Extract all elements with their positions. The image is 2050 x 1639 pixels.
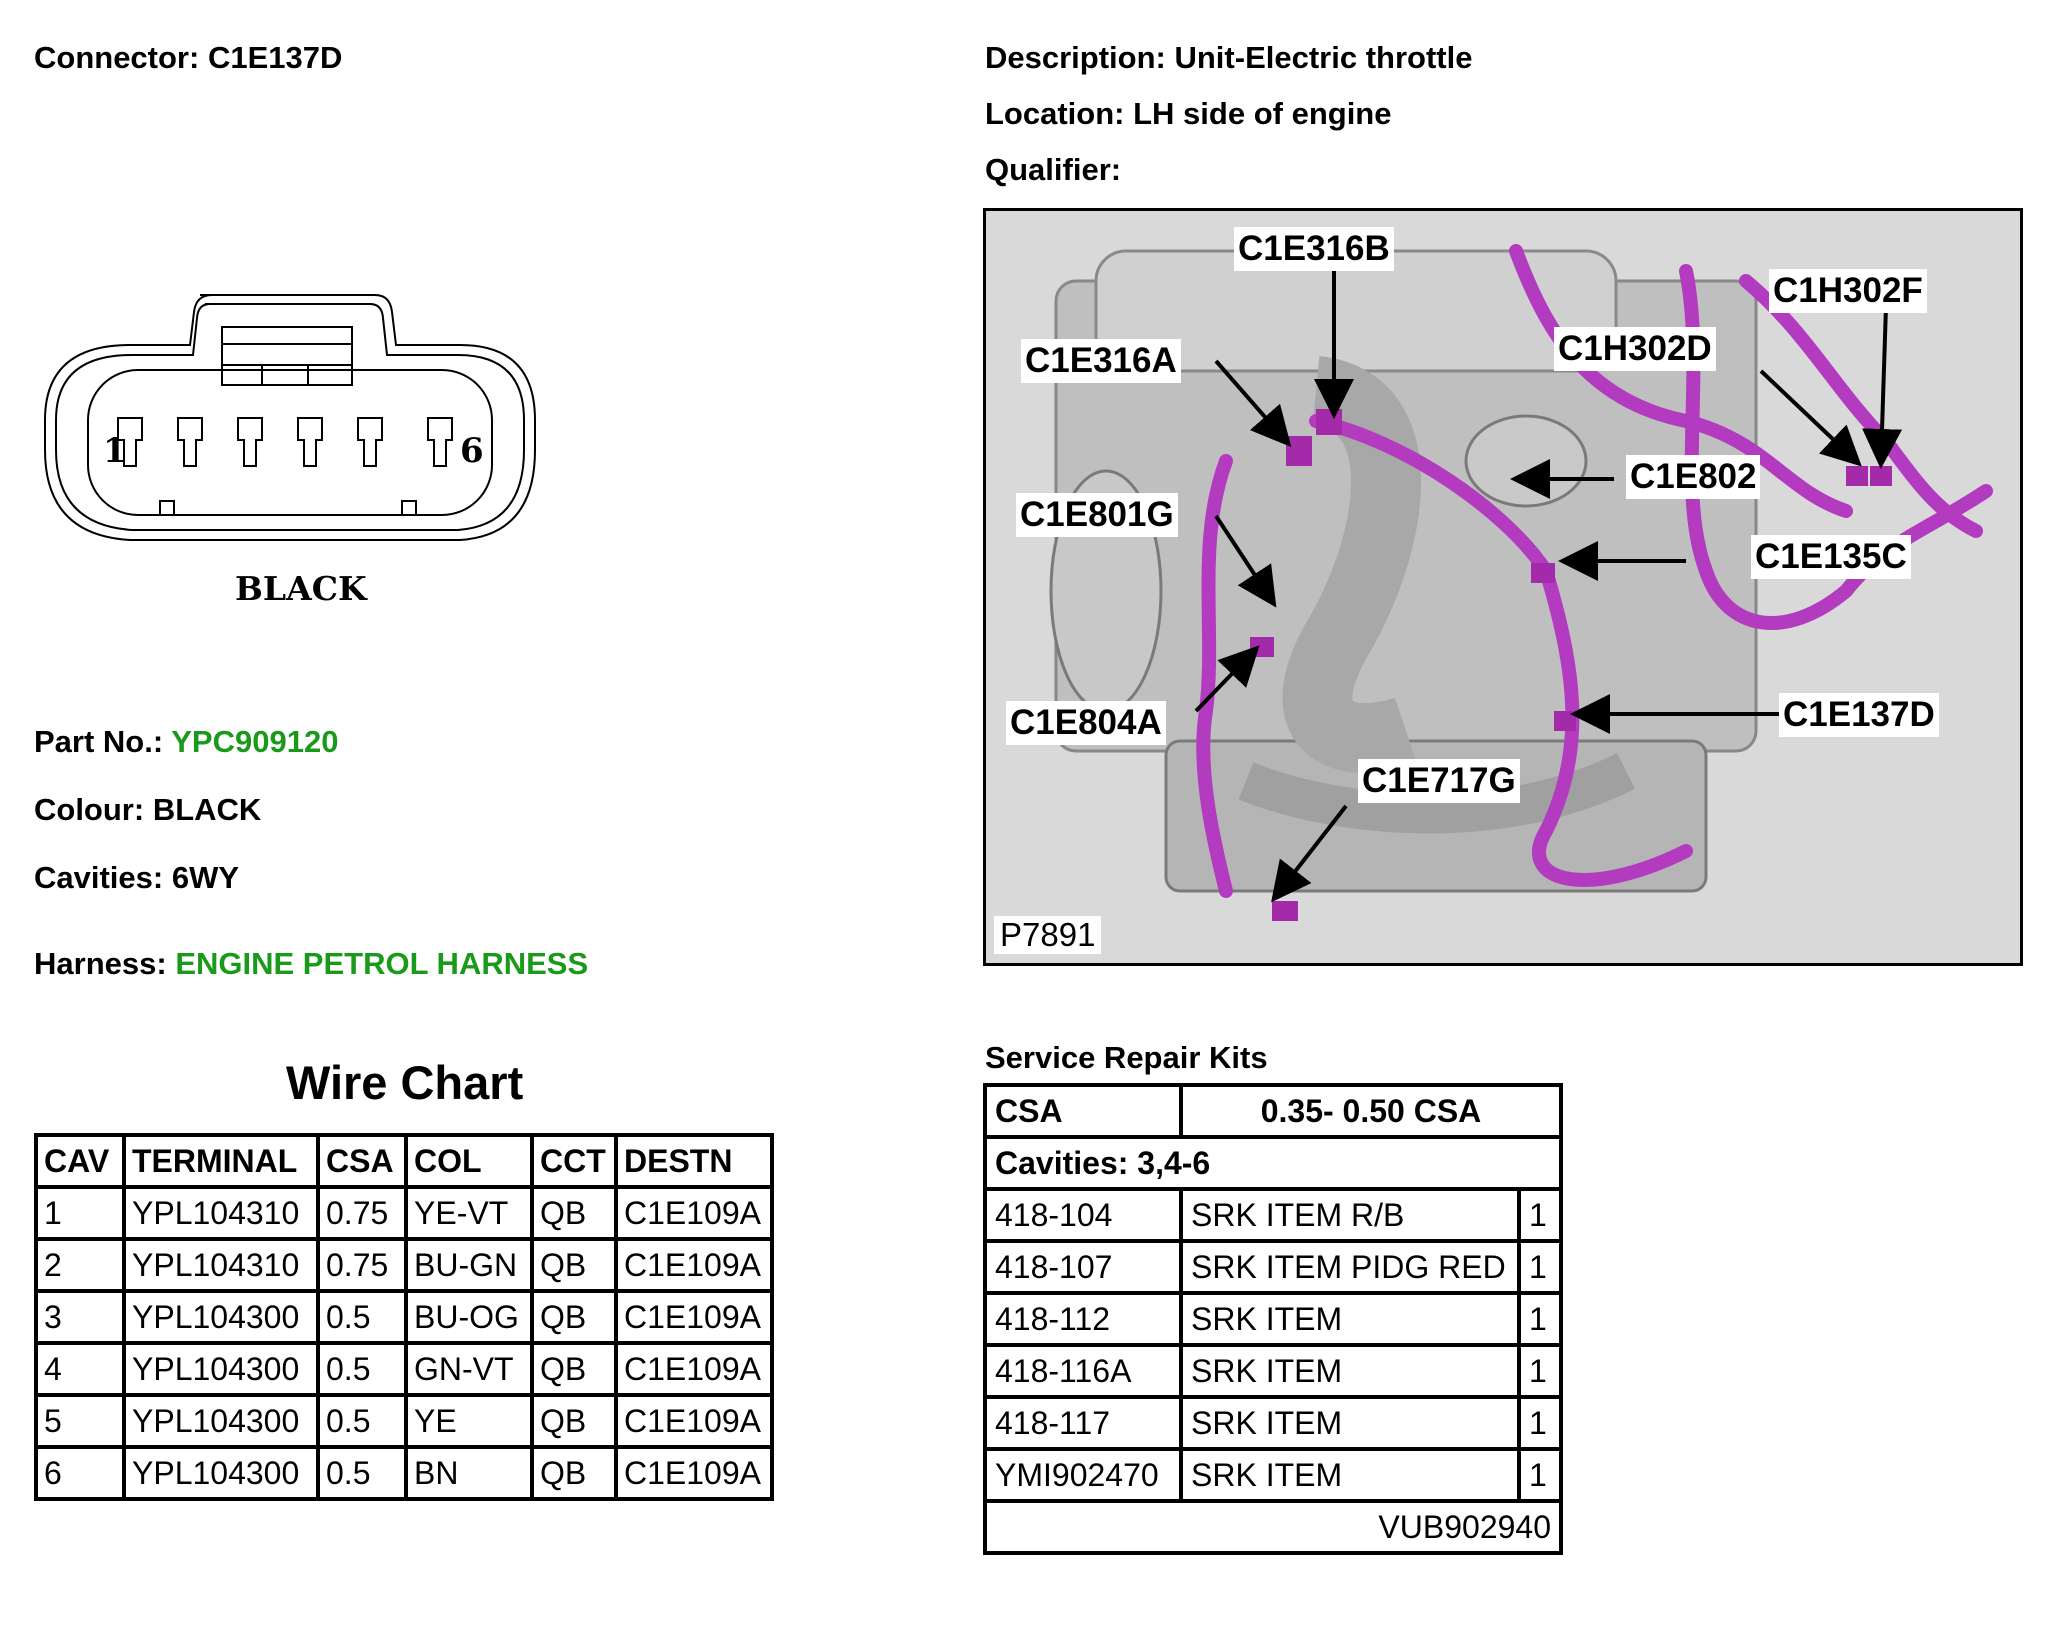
kit-part-no[interactable]: 418-116A bbox=[985, 1345, 1181, 1397]
table-cell: YE-VT bbox=[406, 1187, 532, 1239]
callout-c1e137d: C1E137D bbox=[1779, 693, 1939, 737]
pin-1-number: 1 bbox=[103, 431, 127, 471]
table-cell: C1E109A bbox=[616, 1395, 772, 1447]
kit-quantity: 1 bbox=[1519, 1189, 1561, 1241]
col-destn-header: DESTN bbox=[616, 1135, 772, 1187]
pin-2 bbox=[178, 418, 202, 466]
table-row bbox=[36, 1239, 772, 1291]
callout-c1e135c: C1E135C bbox=[1751, 535, 1911, 579]
list-item bbox=[985, 1397, 1561, 1449]
wire-chart-title: Wire Chart bbox=[286, 1056, 524, 1109]
col-csa-header: CSA bbox=[318, 1135, 406, 1187]
kit-description: SRK ITEM bbox=[1181, 1397, 1519, 1449]
part-no-link[interactable]: YPC909120 bbox=[171, 724, 339, 759]
col-cav-header: CAV bbox=[36, 1135, 124, 1187]
table-cell: YPL104310 bbox=[124, 1187, 318, 1239]
kits-footer-row bbox=[985, 1501, 1561, 1553]
engine-illustration bbox=[986, 211, 2020, 963]
kit-quantity: 1 bbox=[1519, 1449, 1561, 1501]
kits-csa-value: 0.35- 0.50 CSA bbox=[1181, 1085, 1561, 1137]
col-terminal-header: TERMINAL bbox=[124, 1135, 318, 1187]
kit-part-no[interactable]: YMI902470 bbox=[985, 1449, 1181, 1501]
table-row bbox=[36, 1187, 772, 1239]
qualifier-label: Qualifier: bbox=[985, 152, 1122, 187]
table-cell: C1E109A bbox=[616, 1187, 772, 1239]
table-cell: QB bbox=[532, 1395, 616, 1447]
kits-csa-row bbox=[985, 1085, 1561, 1137]
callout-c1e316a: C1E316A bbox=[1021, 339, 1181, 383]
connector-colour-label: BLACK bbox=[235, 569, 367, 608]
kit-description: SRK ITEM bbox=[1181, 1449, 1519, 1501]
table-cell: 4 bbox=[36, 1343, 124, 1395]
table-cell: 0.75 bbox=[318, 1239, 406, 1291]
table-cell: QB bbox=[532, 1343, 616, 1395]
pin-3 bbox=[238, 418, 262, 466]
kit-quantity: 1 bbox=[1519, 1241, 1561, 1293]
table-cell: 1 bbox=[36, 1187, 124, 1239]
location-label: Location: bbox=[985, 96, 1125, 131]
cavities-value: 6WY bbox=[171, 860, 240, 895]
table-cell: GN-VT bbox=[406, 1343, 532, 1395]
connector-value: C1E137D bbox=[207, 40, 343, 75]
kit-quantity: 1 bbox=[1519, 1397, 1561, 1449]
table-cell: 3 bbox=[36, 1291, 124, 1343]
table-cell: YPL104300 bbox=[124, 1343, 318, 1395]
col-cct-header: CCT bbox=[532, 1135, 616, 1187]
list-item bbox=[985, 1449, 1561, 1501]
callout-c1h302d: C1H302D bbox=[1554, 327, 1716, 371]
pin-4 bbox=[298, 418, 322, 466]
table-cell: C1E109A bbox=[616, 1447, 772, 1499]
list-item bbox=[985, 1189, 1561, 1241]
location-value: LH side of engine bbox=[1133, 96, 1392, 131]
connector-body bbox=[88, 370, 492, 515]
kit-part-no[interactable]: 418-112 bbox=[985, 1293, 1181, 1345]
table-cell: YE bbox=[406, 1395, 532, 1447]
table-cell: C1E109A bbox=[616, 1291, 772, 1343]
table-row bbox=[36, 1395, 772, 1447]
table-cell: YPL104310 bbox=[124, 1239, 318, 1291]
kit-description: SRK ITEM bbox=[1181, 1293, 1519, 1345]
colour-label: Colour: bbox=[34, 792, 145, 827]
location-line bbox=[985, 96, 1391, 132]
list-item bbox=[985, 1241, 1561, 1293]
kit-description: SRK ITEM bbox=[1181, 1345, 1519, 1397]
table-row bbox=[36, 1291, 772, 1343]
table-cell: QB bbox=[532, 1291, 616, 1343]
qualifier-line bbox=[985, 152, 1121, 188]
connector-line bbox=[34, 40, 342, 76]
wire-chart-header-row bbox=[36, 1135, 772, 1187]
service-kits-title: Service Repair Kits bbox=[985, 1040, 1268, 1075]
pin-6-number: 6 bbox=[460, 431, 484, 471]
wire-chart-table bbox=[34, 1133, 774, 1501]
table-cell: YPL104300 bbox=[124, 1447, 318, 1499]
table-cell: 0.5 bbox=[318, 1291, 406, 1343]
kits-csa-label: CSA bbox=[985, 1085, 1181, 1137]
pin-5 bbox=[358, 418, 382, 466]
harness-link[interactable]: ENGINE PETROL HARNESS bbox=[175, 946, 589, 981]
table-cell: 5 bbox=[36, 1395, 124, 1447]
list-item bbox=[985, 1345, 1561, 1397]
table-cell: 2 bbox=[36, 1239, 124, 1291]
kit-description: SRK ITEM R/B bbox=[1181, 1189, 1519, 1241]
table-cell: 0.5 bbox=[318, 1447, 406, 1499]
kit-part-no[interactable]: 418-107 bbox=[985, 1241, 1181, 1293]
table-cell: BU-GN bbox=[406, 1239, 532, 1291]
connector-label: Connector: bbox=[34, 40, 200, 75]
connector-face-drawing bbox=[40, 290, 550, 620]
kits-cavities: Cavities: 3,4-6 bbox=[985, 1137, 1561, 1189]
table-cell: C1E109A bbox=[616, 1239, 772, 1291]
list-item bbox=[985, 1293, 1561, 1345]
cavities-label: Cavities: bbox=[34, 860, 164, 895]
kits-cavities-row bbox=[985, 1137, 1561, 1189]
cavities-line bbox=[34, 860, 239, 896]
colour-line bbox=[34, 792, 261, 828]
kits-footer: VUB902940 bbox=[985, 1501, 1561, 1553]
table-cell: 0.5 bbox=[318, 1395, 406, 1447]
table-cell: C1E109A bbox=[616, 1343, 772, 1395]
harness-label: Harness: bbox=[34, 946, 167, 981]
callout-c1e804a: C1E804A bbox=[1006, 701, 1166, 745]
table-cell: 0.5 bbox=[318, 1343, 406, 1395]
kit-description: SRK ITEM PIDG RED bbox=[1181, 1241, 1519, 1293]
description-value: Unit-Electric throttle bbox=[1174, 40, 1473, 75]
colour-value: BLACK bbox=[152, 792, 262, 827]
table-cell: YPL104300 bbox=[124, 1395, 318, 1447]
table-cell: 6 bbox=[36, 1447, 124, 1499]
service-kits-table bbox=[983, 1083, 1563, 1555]
harness-line bbox=[34, 946, 588, 982]
table-cell: QB bbox=[532, 1239, 616, 1291]
table-row bbox=[36, 1343, 772, 1395]
kit-quantity: 1 bbox=[1519, 1293, 1561, 1345]
pin-6 bbox=[428, 418, 452, 466]
table-row bbox=[36, 1447, 772, 1499]
callout-c1h302f: C1H302F bbox=[1769, 269, 1927, 313]
col-col-header: COL bbox=[406, 1135, 532, 1187]
image-ref: P7891 bbox=[994, 916, 1101, 954]
table-cell: QB bbox=[532, 1447, 616, 1499]
callout-c1e316b: C1E316B bbox=[1234, 227, 1394, 271]
part-no-line bbox=[34, 724, 338, 760]
kit-part-no[interactable]: 418-117 bbox=[985, 1397, 1181, 1449]
callout-c1e801g: C1E801G bbox=[1016, 493, 1178, 537]
description-label: Description: bbox=[985, 40, 1166, 75]
table-cell: 0.75 bbox=[318, 1187, 406, 1239]
callout-c1e802: C1E802 bbox=[1626, 455, 1760, 499]
part-no-label: Part No.: bbox=[34, 724, 164, 759]
table-cell: BN bbox=[406, 1447, 532, 1499]
connector-latch bbox=[222, 327, 352, 385]
callout-c1e717g: C1E717G bbox=[1358, 759, 1520, 803]
kit-part-no[interactable]: 418-104 bbox=[985, 1189, 1181, 1241]
kit-quantity: 1 bbox=[1519, 1345, 1561, 1397]
description-line bbox=[985, 40, 1472, 76]
engine-location-image bbox=[983, 208, 2023, 966]
table-cell: BU-OG bbox=[406, 1291, 532, 1343]
table-cell: QB bbox=[532, 1187, 616, 1239]
table-cell: YPL104300 bbox=[124, 1291, 318, 1343]
